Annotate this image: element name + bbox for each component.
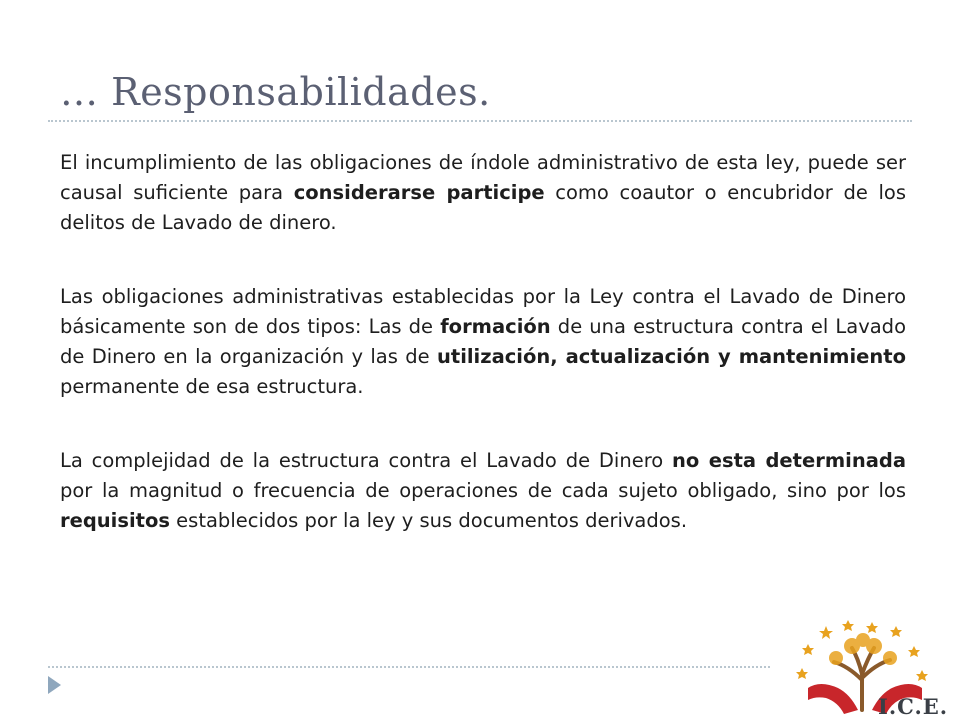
slide-content <box>60 148 906 580</box>
paragraph-text: Las obligaciones administrativas establecidas por la Ley contra el Lavado de Dinero básicamente son de dos tipos: Las de <box>60 285 906 338</box>
paragraph-text: como coautor o encubridor de los delitos de Lavado de dinero. <box>60 181 906 234</box>
bold-text: considerarse participe <box>293 181 545 204</box>
bold-text: utilización, actualización y mantenimiento <box>436 345 906 368</box>
bold-text: requisitos <box>60 509 170 532</box>
paragraph-text: establecidos por la ley y sus documentos derivados. <box>169 509 688 532</box>
paragraph-text: permanente de esa estructura. <box>60 375 364 398</box>
bold-text: no esta determinada <box>672 449 906 472</box>
paragraph-2 <box>60 282 906 402</box>
paragraph-text: por la magnitud o frecuencia de operaciones de cada sujeto obligado, sino por los <box>60 479 906 502</box>
paragraph-text: El incumplimiento de las obligaciones de índole administrativo de esta ley, puede ser causal suficiente para <box>60 151 906 204</box>
footer-divider <box>48 666 770 668</box>
logo-caption: I.C.E. <box>878 694 949 719</box>
paragraph-1 <box>60 148 906 238</box>
paragraph-text: La complejidad de la estructura contra el Lavado de Dinero <box>60 449 673 472</box>
slide-title: … Responsabilidades. <box>60 70 491 114</box>
paragraph-3 <box>60 446 906 536</box>
paragraph-text: de una estructura contra el Lavado de Dinero en la organización y las de <box>60 315 906 368</box>
next-slide-arrow-icon[interactable] <box>48 676 61 694</box>
title-divider <box>48 120 912 122</box>
bold-text: formación <box>440 315 551 338</box>
